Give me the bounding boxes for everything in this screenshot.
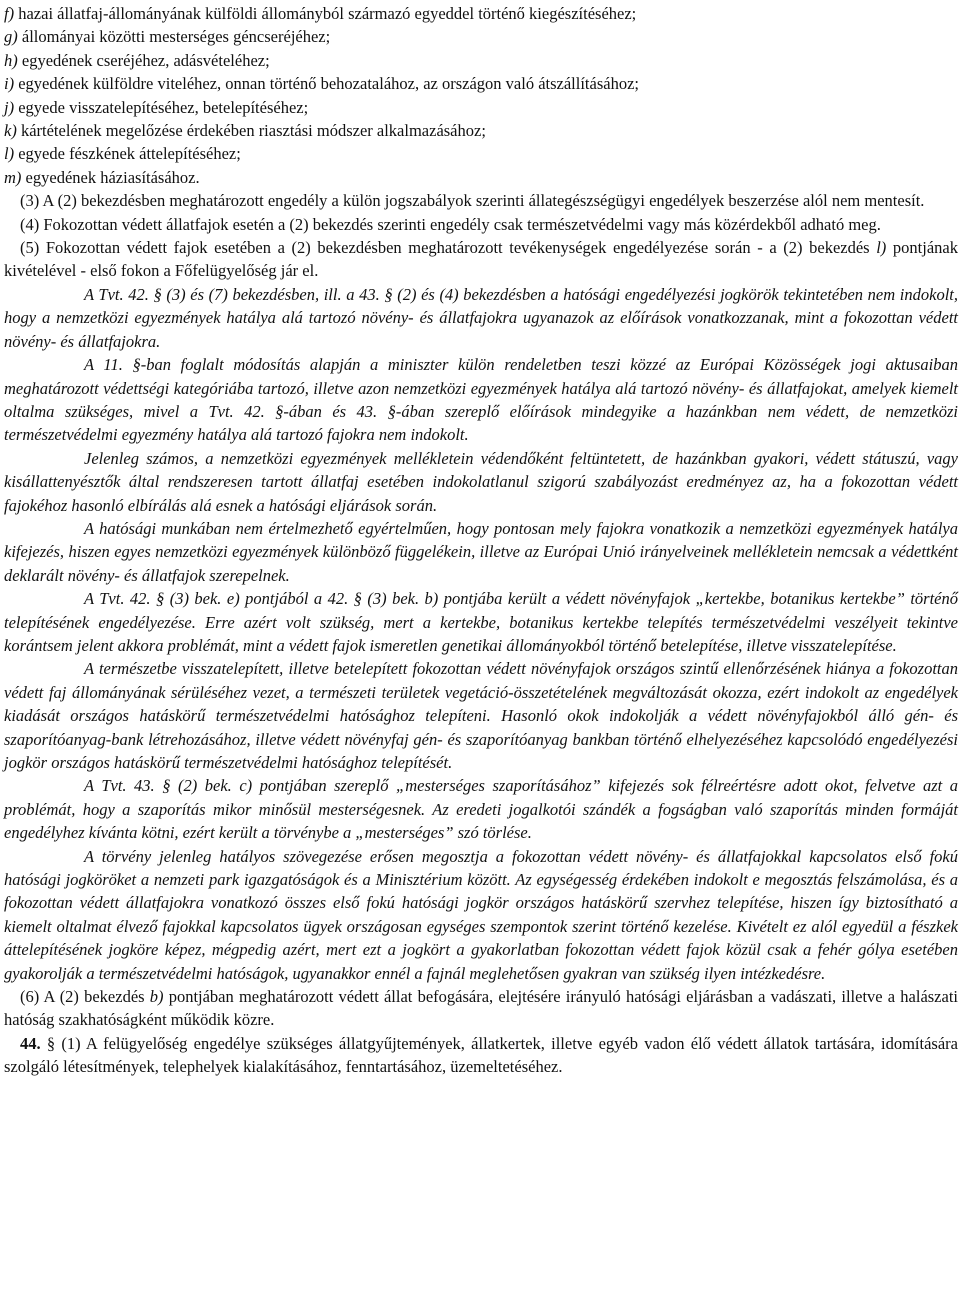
commentary-paragraph: Jelenleg számos, a nemzetközi egyezmények mellékletein védendőként feltüntetett, de hazánkban gyakori, védett státuszú, vagy kisállattenyésztők által rendszeresen tartott állatfaj esetében indokolatlanul szigorú szabályozást eredményez az, ha a fokozottan védett fajokéhoz hasonló elbírálás alá esnek a hatósági eljárások során.	[4, 448, 958, 515]
paragraph-5: (5) Fokozottan védett fajok esetében a (2) bekezdésben meghatározott tevékenységek engedélyezése során - a (2) bekezdés l) pontjának kivételével - első fokon a Főfelügyelőség jár el.	[4, 238, 958, 281]
list-item: k) kártételének megelőzése érdekében riasztási módszer alkalmazásához;	[4, 121, 486, 141]
paragraph-6: (6) A (2) bekezdés b) pontjában meghatározott védett állat befogására, elejtésére irányuló hatósági eljárásban a vadászati, illetve a halászati hatóság szakhatóságként működik közre.	[4, 987, 958, 1030]
section-44: 44. § (1) A felügyelőség engedélye szükséges állatgyűjtemények, állatkertek, illetve egyéb vadon élő védett állatok tartására, idomítására szolgáló létesítmények, telephelyek kialakításához, fenntartásához, üzemeltetéséhez.	[4, 1033, 958, 1077]
list-item: h) egyedének cseréjéhez, adásvételéhez;	[4, 50, 270, 70]
commentary-paragraph: A hatósági munkában nem értelmezhető egyértelműen, hogy pontosan mely fajokra vonatkozik a nemzetközi egyezmények hatálya kifejezés, hiszen egyes nemzetközi egyezmények különböző függelékein, illetve az Európai Unió irányelveinek mellékletein nemcsak a védettként deklarált növény- és állatfajok szerepelnek.	[4, 518, 958, 585]
commentary-paragraph: A Tvt. 43. § (2) bek. c) pontjában szereplő „mesterséges szaporításához” kifejezés sok félreértésre adott okot, felvetve azt a problémát, hogy a szaporítás mikor minősül mesterségesnek. Az eredeti jogalkotói szándék a fogságban való szaporítás minden formáját engedélyhez kívánta kötni, ezért került a törvénybe a „mesterséges” szó törlése.	[4, 776, 958, 843]
list-item: j) egyede visszatelepítéséhez, betelepítéséhez;	[4, 97, 309, 117]
paragraph-3: (3) A (2) bekezdésben meghatározott engedély a külön jogszabályok szerinti állategészségügyi engedélyek beszerzése alól nem mentesít.	[20, 191, 925, 211]
list-item: g) állományai közötti mesterséges géncseréjéhez;	[4, 27, 331, 47]
list-item: f) hazai állatfaj-állományának külföldi állományból származó egyeddel történő kiegészítéséhez;	[4, 4, 637, 23]
list-item: i) egyedének külföldre viteléhez, onnan történő behozatalához, az országon való átszállításához;	[4, 74, 639, 94]
paragraph-4: (4) Fokozottan védett állatfajok esetén a (2) bekezdés szerinti engedély csak természetvédelmi vagy más közérdekből adható meg.	[20, 214, 881, 234]
section-number: 44.	[20, 1033, 41, 1053]
commentary-paragraph: A természetbe visszatelepített, illetve betelepített fokozottan védett növényfajok országos szintű ellenőrzésének hiánya a fokozottan védett faj állományának sérüléséhez vezet, a természeti területek vegetáció-összetételének megváltozását okozza, ezért indokolt az engedélyek kiadását országos hatáskörű természetvédelmi hatósághoz telepíteni. Hasonló okok indokolják a védett növényfajokból álló gén- és szaporítóanyag-bank létrehozásához, illetve védett növényfaj gén- és szaporítóanyag bankban történő elhelyezéséhez kapcsolódó engedélyezési jogkör országos hatáskörű természetvédelmi hatósághoz telepítését.	[4, 659, 958, 772]
list-item: l) egyede fészkének áttelepítéséhez;	[4, 144, 241, 164]
commentary-paragraph: A törvény jelenleg hatályos szövegezése erősen megosztja a fokozottan védett növény- és állatfajokkal kapcsolatos első fokú hatósági jogköröket a nemzeti park igazgatóságok és a Minisztérium között. Az egységesség érdekében indokolt e megosztás felszámolása, és a fokozottan védett állatfajokra vonatkozó összes első fokú hatósági jogkör országos hatáskörű szervhez telepítése, hiszen így biztosítható a kiemelt oltalmat élvező fajokkal kapcsolatos ügyek országosan egységes szempontok szerint történő kezelése. Kivételt ez alól egyedül a fészkek áttelepítésének jogköre képez, mégpedig azért, mert ezt a jogkört a gyakorlatban fokozottan védett fajok közül csak a fehér gólya esetében gyakorolják a természetvédelmi hatóságok, ugyanakkor ennél a fajnál meglehetősen gyakran van szükség ilyen intézkedésre.	[4, 846, 958, 983]
commentary-paragraph: A Tvt. 42. § (3) bek. e) pontjából a 42. § (3) bek. b) pontjába került a védett növényfajok „kertekbe, botanikus kertekbe” történő telepítésének engedélyezése. Erre azért volt szükség, mert a kertekbe, botanikus kertekbe telepítés természetvédelmi veszélyeit tekintve korántsem jelent akkora problémát, mint a védett fajok ismeretlen genetikai állományokból történő betelepítése, illetve visszatelepítése.	[4, 589, 958, 655]
list-item: m) egyedének háziasításához.	[4, 167, 200, 187]
commentary-paragraph: A 11. §-ban foglalt módosítás alapján a miniszter külön rendeletben teszi közzé az Európai Közösségek jogi aktusaiban meghatározott védettségi kategóriába tartozó, illetve azon nemzetközi egyezmények hatálya alá tartozó növény- és állatfajokat, amelyek kiemelt oltalma szükséges, mivel a Tvt. 42. §-ában és 43. §-ában szereplő előírások mindegyike a hazánkban nem védett, de nemzetközi természetvédelmi egyezmény hatálya alá tartozó fajokra nem indokolt.	[4, 355, 958, 445]
commentary-paragraph: A Tvt. 42. § (3) és (7) bekezdésben, ill. a 43. § (2) és (4) bekezdésben a hatósági engedélyezési jogkörök tekintetében nem indokolt, hogy a nemzetközi egyezmények hatálya alá tartozó növény- és állatfajokra ugyanazok az előírások vonatkozzanak, mint a fokozottan védett növény- és állatfajokra.	[4, 284, 958, 351]
